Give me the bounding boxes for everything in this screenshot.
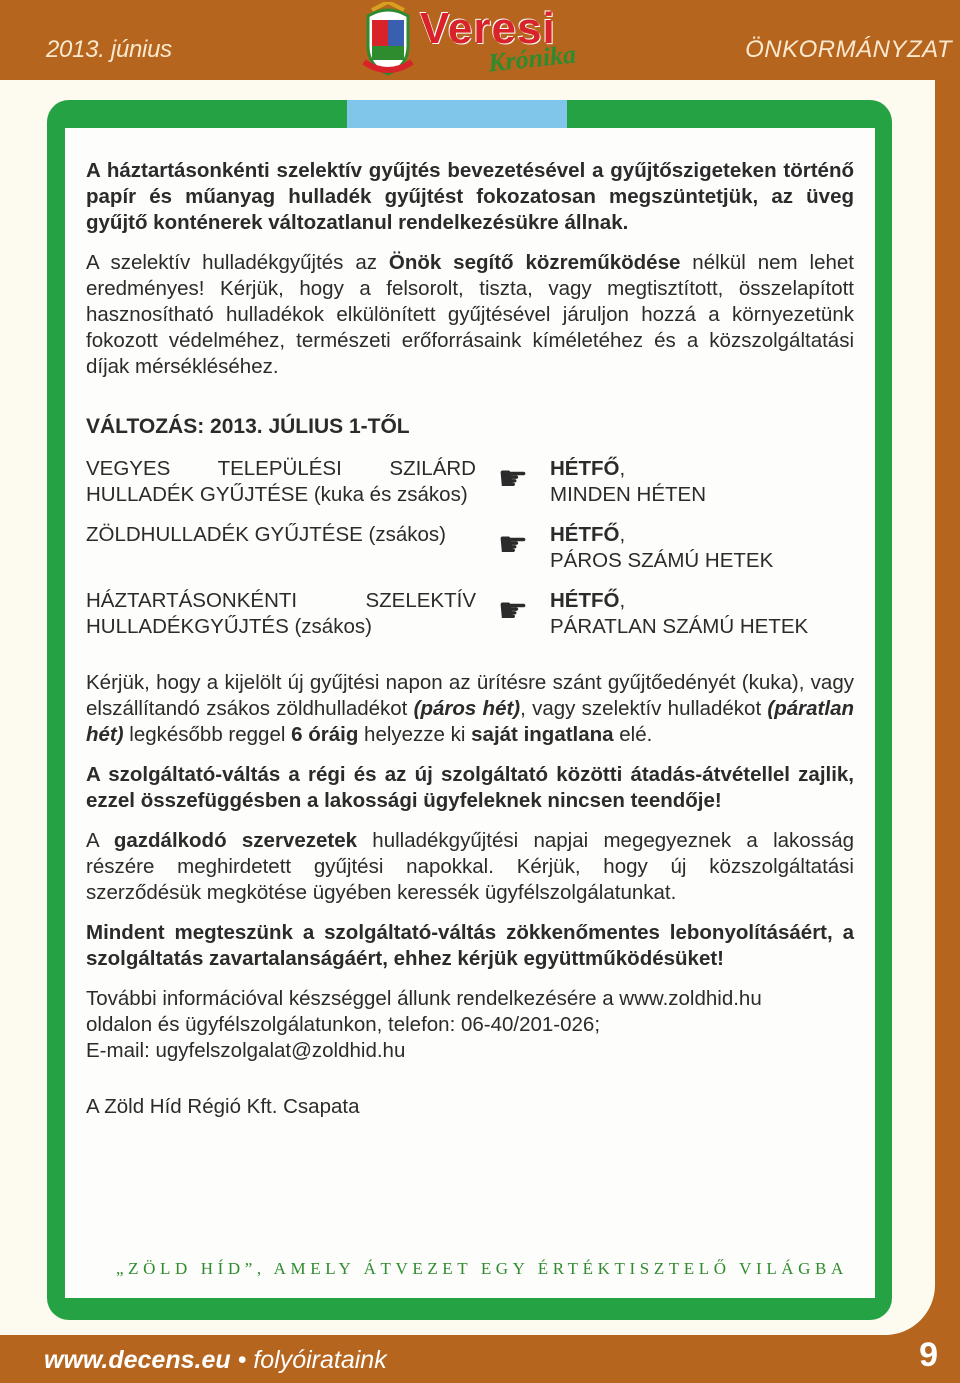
- publisher-url[interactable]: www.decens.eu: [44, 1346, 231, 1374]
- footer-tagline: folyóirataink: [253, 1346, 387, 1374]
- provider-change-paragraph: A szolgáltató-váltás a régi és az új szolgáltató közötti átadás-átvétellel zajlik, ezzel összefüggésben a lakossági ügyfeleknek nincsen teendője!: [86, 763, 854, 812]
- section-title: ÖNKORMÁNYZAT: [745, 36, 952, 63]
- footer-publisher: [44, 1346, 387, 1375]
- collection-day: HÉTFŐ: [550, 523, 620, 546]
- businesses-paragraph: A gazdálkodó szervezetek hulladékgyűjtési napjai megegyeznek a lakosság részére meghirdetett gyűjtési napokkal. Kérjük, hogy új közszolgáltatási szerződésük megkötése ügyében keressék ügyfélszolgálatunkat.: [86, 829, 854, 904]
- collection-day: HÉTFŐ: [550, 589, 620, 612]
- schedule-row: ZÖLDHULLADÉK GYŰJTÉSE (zsákos) ☛ HÉTFŐ, PÁROS SZÁMÚ HETEK: [86, 523, 774, 572]
- contact-paragraph: [86, 986, 854, 1064]
- waste-type: HÁZTARTÁSONKÉNTI SZELEKTÍV HULLADÉKGYŰJTÉS (zsákos): [86, 589, 476, 638]
- coat-of-arms-icon: [358, 2, 418, 78]
- collection-day: HÉTFŐ: [550, 457, 620, 480]
- intro-paragraph: A háztartásonkénti szelektív gyűjtés bevezetésével a gyűjtőszigeteken történő papír és műanyag hulladék gyűjtést fokozatosan megszüntetjük, az üveg gyűjtő konténerek változatlanul rendelkezésükre állnak.: [86, 159, 854, 234]
- waste-type: VEGYES TELEPÜLÉSI SZILÁRD HULLADÉK GYŰJTÉSE (kuka és zsákos): [86, 457, 476, 506]
- blue-stripe: [347, 100, 567, 130]
- collection-frequency: PÁROS SZÁMÚ HETEK: [550, 549, 774, 572]
- collection-frequency: MINDEN HÉTEN: [550, 483, 707, 506]
- collection-frequency: PÁRATLAN SZÁMÚ HETEK: [550, 615, 809, 638]
- signature: A Zöld Híd Régió Kft. Csapata: [86, 1095, 360, 1118]
- collection-schedule: [86, 456, 854, 640]
- logo-subtitle: Krónika: [486, 39, 578, 78]
- pointing-hand-icon: ☛: [497, 526, 529, 564]
- footer-bullet: •: [237, 1346, 247, 1374]
- cooperation-paragraph: A szelektív hulladékgyűjtés az Önök segítő közreműködése nélkül nem lehet eredményes! Kérjük, hogy a felsorolt, tiszta, vagy megtisztított, összelapított hasznosítható hulladékok elkülönített gyűjtésével járuljon hozzá a környezetünk fokozott védelméhez, természeti erőforrásaink kíméletéhez és a közszolgáltatási díjak mérsékléséhez.: [86, 251, 854, 378]
- contact-website[interactable]: További információval készséggel állunk rendelkezésére a www.zoldhid.hu: [86, 987, 762, 1010]
- commitment-paragraph: Mindent megteszünk a szolgáltató-váltás zökkenőmentes lebonyolításáért, a szolgáltatás zavartalanságáért, ehhez kérjük együttműködésüket!: [86, 921, 854, 970]
- waste-type: ZÖLDHULLADÉK GYŰJTÉSE (zsákos): [86, 523, 446, 546]
- logo-title: Veresi: [420, 4, 556, 53]
- veresi-kronika-logo[interactable]: [358, 2, 588, 80]
- pointing-hand-icon: ☛: [497, 460, 529, 498]
- notice-content: [86, 158, 854, 1120]
- pointing-hand-icon: ☛: [497, 592, 529, 630]
- motto: „ZÖLD HÍD”, AMELY ÁTVEZET EGY ÉRTÉKTISZTELŐ VILÁGBA: [116, 1259, 848, 1278]
- contact-email[interactable]: E-mail: ugyfelszolgalat@zoldhid.hu: [86, 1039, 406, 1062]
- schedule-row: VEGYES TELEPÜLÉSI SZILÁRD HULLADÉK GYŰJTÉSE (kuka és zsákos) ☛ HÉTFŐ, MINDEN HÉTEN: [86, 457, 707, 506]
- instructions-paragraph: Kérjük, hogy a kijelölt új gyűjtési napon az ürítésre szánt gyűjtőedényét (kuka), vagy elszállítandó zsákos zöldhulladékot (páros hét), vagy szelektív hulladékot (páratlan hét) legkésőbb reggel 6 óráig helyezze ki saját ingatlana elé.: [86, 671, 854, 746]
- schedule-row: HÁZTARTÁSONKÉNTI SZELEKTÍV HULLADÉKGYŰJTÉS (zsákos) ☛ HÉTFŐ, PÁRATLAN SZÁMÚ HETEK: [86, 589, 809, 638]
- contact-phone: oldalon és ügyfélszolgálatunkon, telefon: 06-40/201-026;: [86, 1013, 601, 1036]
- change-heading: VÁLTOZÁS: 2013. JÚLIUS 1-TŐL: [86, 415, 410, 438]
- page-number: 9: [919, 1336, 938, 1374]
- issue-date: 2013. június: [46, 36, 172, 63]
